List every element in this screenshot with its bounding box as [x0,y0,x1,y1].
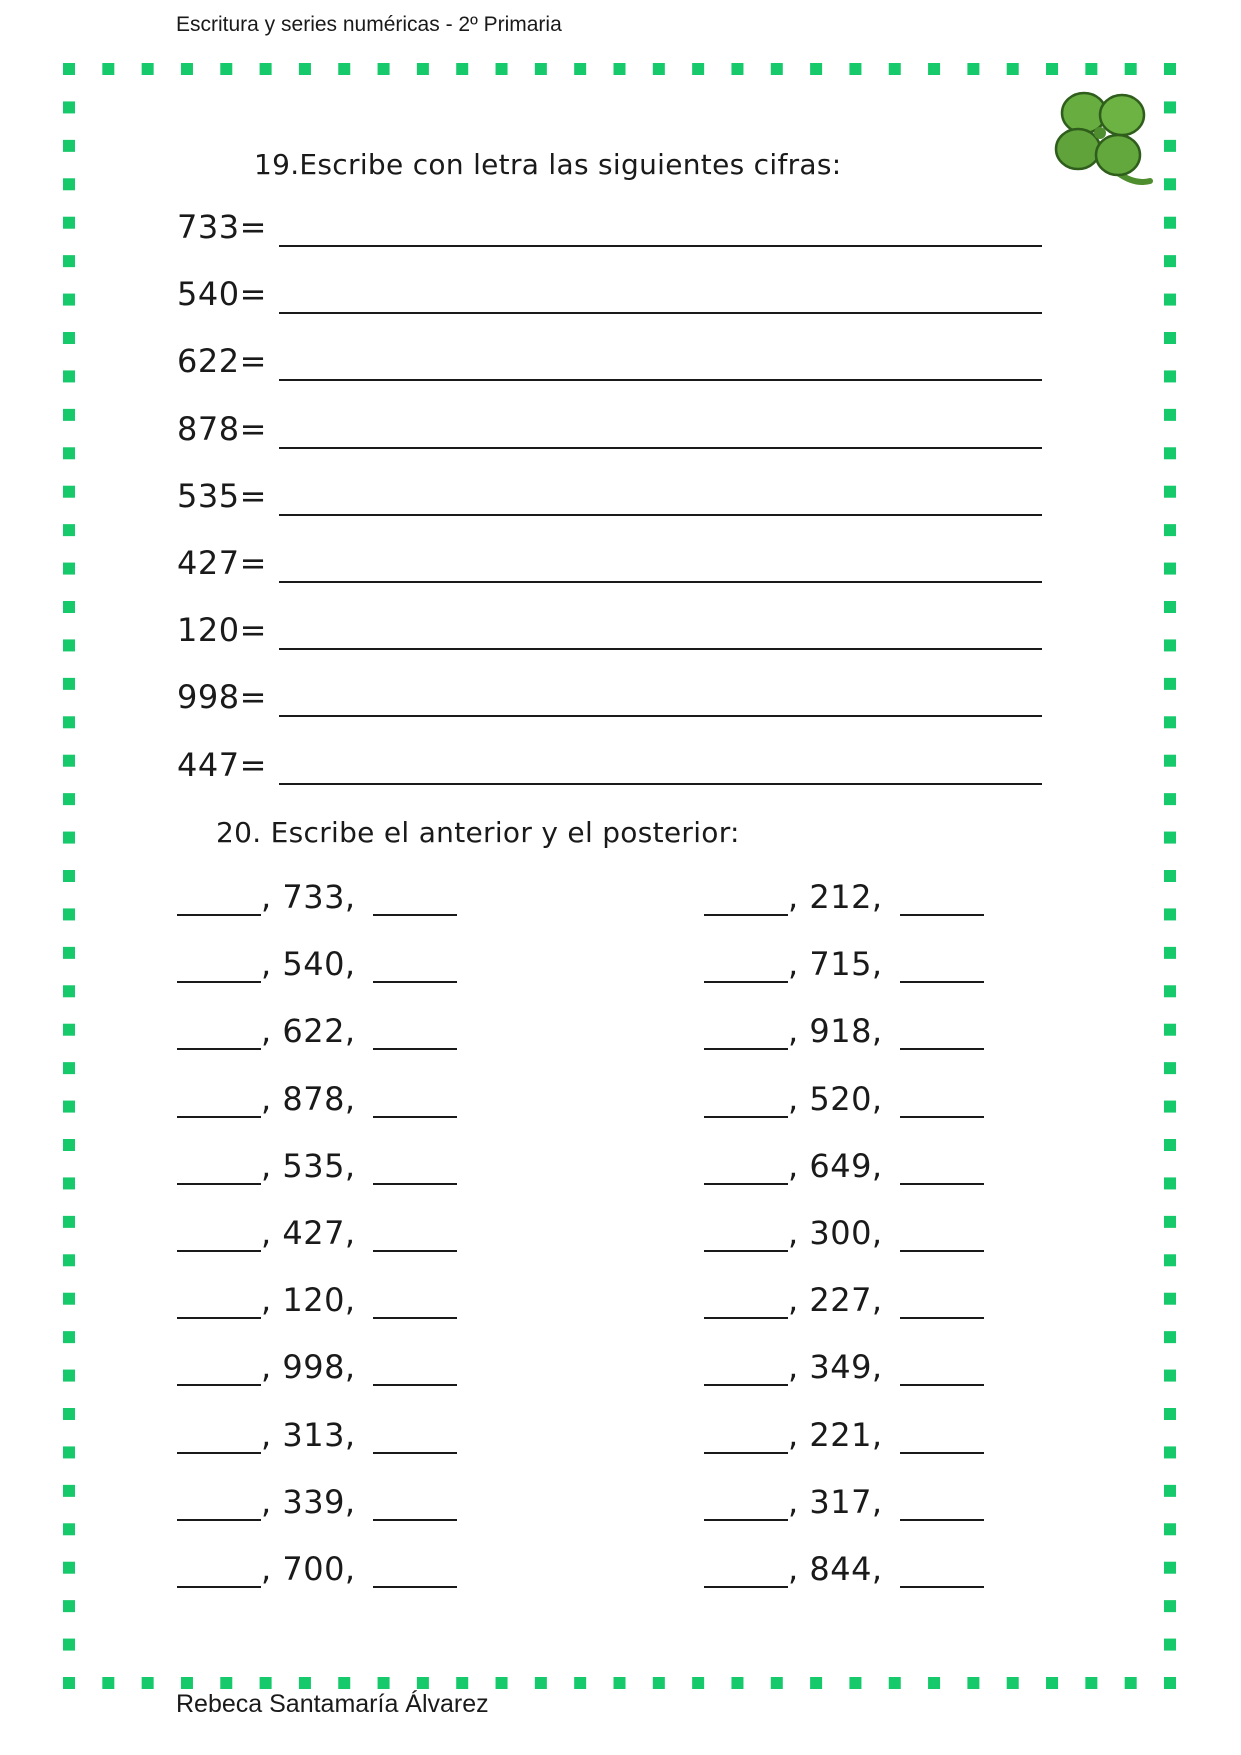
previous-number-blank[interactable] [177,1048,261,1050]
answer-line[interactable] [279,715,1042,717]
previous-number-blank[interactable] [177,1116,261,1118]
border-dot [1164,63,1176,75]
series-number: , 918, [788,1012,883,1051]
series-row [177,1214,477,1254]
next-number-blank[interactable] [373,1586,457,1588]
border-dot [181,1677,193,1689]
border-dot [63,178,75,190]
next-number-blank[interactable] [900,981,984,983]
border-dot [771,63,783,75]
series-number: , 212, [788,878,883,916]
previous-number-blank[interactable] [177,1317,261,1319]
border-dot [142,1677,154,1689]
write-row [177,678,1042,718]
next-number-blank[interactable] [373,1317,457,1319]
next-number-blank[interactable] [373,1384,457,1386]
series-number: , 844, [788,1550,883,1588]
answer-line[interactable] [279,447,1042,449]
border-dot [1164,1562,1176,1574]
border-dot [417,63,429,75]
series-number: , 221, [788,1415,883,1454]
previous-number-blank[interactable] [177,1384,261,1386]
series-number: , 339, [261,1482,356,1521]
border-dot [338,1677,350,1689]
previous-number-blank[interactable] [177,1452,261,1454]
border-dot [63,1600,75,1612]
number-label: 622= [177,342,267,381]
number-label: 540= [177,275,267,314]
border-dot [63,1139,75,1151]
next-number-blank[interactable] [373,1116,457,1118]
series-row [177,1348,477,1388]
series-row [704,945,1004,985]
border-dot [63,985,75,997]
border-dot [1085,1677,1097,1689]
write-row [177,275,1042,315]
border-dot [63,908,75,920]
border-dot [63,1293,75,1305]
previous-number-blank[interactable] [704,981,788,983]
border-dot [299,1677,311,1689]
border-dot [692,1677,704,1689]
previous-number-blank[interactable] [177,1586,261,1588]
border-dot [378,1677,390,1689]
border-dot [1164,294,1176,306]
border-dot [1164,870,1176,882]
border-dot [1164,370,1176,382]
border-dot [63,1639,75,1651]
border-dot [731,1677,743,1689]
border-dot [1164,563,1176,575]
border-dot [496,63,508,75]
page-header: Escritura y series numéricas - 2º Primaria [176,13,562,36]
border-dot [1164,1408,1176,1420]
border-dot [810,63,822,75]
border-dot [1164,1254,1176,1266]
write-row [177,477,1042,517]
series-number: , 733, [261,878,356,916]
next-number-blank[interactable] [900,1183,984,1185]
series-number: , 300, [788,1214,883,1252]
series-row [704,1080,1004,1120]
border-dot [771,1677,783,1689]
border-dot [63,409,75,421]
series-row [704,1416,1004,1456]
border-dot [1164,1177,1176,1189]
border-dot [1164,1485,1176,1497]
border-dot [63,1523,75,1535]
border-dot [1164,1639,1176,1651]
border-dot [574,63,586,75]
border-dot [63,716,75,728]
number-label: 733= [177,208,267,246]
border-dot [1164,1446,1176,1458]
border-dot [535,1677,547,1689]
next-number-blank[interactable] [373,1048,457,1050]
border-dot [63,101,75,113]
border-dot [889,63,901,75]
series-number: , 649, [788,1146,883,1185]
border-dot [63,1677,75,1689]
border-dot [1164,486,1176,498]
previous-number-blank[interactable] [704,1452,788,1454]
border-dot [260,63,272,75]
number-label: 535= [177,476,267,515]
border-dot [63,1485,75,1497]
series-row [177,1080,477,1120]
border-dot [1164,1293,1176,1305]
border-dot [220,1677,232,1689]
next-number-blank[interactable] [900,1452,984,1454]
border-dot [1164,332,1176,344]
write-row [177,746,1042,786]
series-number: , 715, [788,945,883,984]
border-dot [63,370,75,382]
series-row [177,945,477,985]
series-row [177,1550,477,1590]
series-number: , 227, [788,1281,883,1320]
border-dot [967,63,979,75]
border-dot [63,1331,75,1343]
border-dot [63,1370,75,1382]
previous-number-blank[interactable] [704,1116,788,1118]
previous-number-blank[interactable] [704,1048,788,1050]
series-row [177,1281,477,1321]
next-number-blank[interactable] [373,981,457,983]
previous-number-blank[interactable] [177,914,261,916]
next-number-blank[interactable] [373,1183,457,1185]
border-dot [1164,793,1176,805]
border-dot [63,870,75,882]
border-dot [1164,755,1176,767]
border-dot [63,140,75,152]
number-label: 120= [177,611,267,650]
border-dot [417,1677,429,1689]
number-label: 447= [177,745,267,784]
border-dot [1164,1062,1176,1074]
border-dot [1164,140,1176,152]
series-row [704,1281,1004,1321]
previous-number-blank[interactable] [177,981,261,983]
exercise-19-title: 19.Escribe con letra las siguientes cifras: [254,148,842,181]
previous-number-blank[interactable] [704,1519,788,1521]
border-dot [1164,1370,1176,1382]
border-dot [1164,1024,1176,1036]
border-dot [1164,1216,1176,1228]
border-dot [63,332,75,344]
answer-line[interactable] [279,312,1042,314]
write-row [177,208,1042,248]
series-number: , 998, [261,1348,356,1387]
next-number-blank[interactable] [900,1116,984,1118]
border-dot [653,63,665,75]
border-dot [456,63,468,75]
border-dot [1125,1677,1137,1689]
border-dot [338,63,350,75]
next-number-blank[interactable] [373,1250,457,1252]
series-row [704,1147,1004,1187]
border-dot [1164,678,1176,690]
border-dot [1164,1331,1176,1343]
series-number: , 878, [261,1079,356,1118]
border-dot [63,563,75,575]
border-dot [181,63,193,75]
next-number-blank[interactable] [900,1586,984,1588]
border-dot [928,1677,940,1689]
previous-number-blank[interactable] [704,1317,788,1319]
four-leaf-clover-icon [1040,85,1165,195]
border-dot [731,63,743,75]
border-dot [378,63,390,75]
border-dot [102,1677,114,1689]
next-number-blank[interactable] [900,1384,984,1386]
border-dot [1164,601,1176,613]
border-dot [1164,908,1176,920]
border-dot [63,1254,75,1266]
next-number-blank[interactable] [900,1048,984,1050]
border-dot [63,524,75,536]
border-dot [63,1408,75,1420]
border-dot [1007,63,1019,75]
write-row [177,342,1042,382]
border-dot [1164,1523,1176,1535]
border-dot [142,63,154,75]
series-row [704,1214,1004,1254]
answer-line[interactable] [279,581,1042,583]
border-dot [889,1677,901,1689]
border-dot [1164,101,1176,113]
border-dot [1164,1101,1176,1113]
border-dot [1007,1677,1019,1689]
border-dot [1125,63,1137,75]
series-number: , 520, [788,1079,883,1118]
border-dot [535,63,547,75]
series-row [704,1550,1004,1590]
border-dot [63,486,75,498]
border-dot [1164,1677,1176,1689]
border-dot [1164,639,1176,651]
border-dot [1164,716,1176,728]
series-number: , 120, [261,1281,356,1320]
previous-number-blank[interactable] [704,1384,788,1386]
border-dot [1164,255,1176,267]
page-footer-author: Rebeca Santamaría Álvarez [176,1690,489,1718]
border-dot [63,793,75,805]
next-number-blank[interactable] [373,1452,457,1454]
border-dot [1085,63,1097,75]
border-dot [1164,178,1176,190]
next-number-blank[interactable] [900,1317,984,1319]
answer-line[interactable] [279,783,1042,785]
series-row [177,1416,477,1456]
series-row [704,1012,1004,1052]
border-dot [63,1562,75,1574]
write-row [177,611,1042,651]
border-dot [63,601,75,613]
border-dot [63,63,75,75]
write-row [177,544,1042,584]
border-dot [1164,447,1176,459]
next-number-blank[interactable] [373,1519,457,1521]
next-number-blank[interactable] [900,914,984,916]
next-number-blank[interactable] [900,1519,984,1521]
border-dot [496,1677,508,1689]
write-row [177,410,1042,450]
previous-number-blank[interactable] [177,1183,261,1185]
series-row [704,1348,1004,1388]
previous-number-blank[interactable] [177,1519,261,1521]
border-dot [63,678,75,690]
series-number: , 313, [261,1415,356,1454]
border-dot [1164,524,1176,536]
series-row [704,878,1004,918]
border-dot [692,63,704,75]
border-dot [967,1677,979,1689]
border-dot [1046,63,1058,75]
border-dot [102,63,114,75]
border-dot [63,217,75,229]
next-number-blank[interactable] [373,914,457,916]
exercise-20-title: 20. Escribe el anterior y el posterior: [216,816,740,849]
border-dot [1164,985,1176,997]
series-row [177,1012,477,1052]
number-label: 427= [177,544,267,582]
previous-number-blank[interactable] [704,1183,788,1185]
border-dot [63,832,75,844]
next-number-blank[interactable] [900,1250,984,1252]
border-dot [810,1677,822,1689]
previous-number-blank[interactable] [177,1250,261,1252]
series-number: , 622, [261,1012,356,1051]
border-dot [63,639,75,651]
answer-line[interactable] [279,379,1042,381]
border-dot [849,1677,861,1689]
border-dot [63,447,75,459]
series-row [704,1483,1004,1523]
border-dot [928,63,940,75]
series-number: , 349, [788,1348,883,1387]
series-number: , 540, [261,945,356,984]
series-row [177,1147,477,1187]
border-dot [1164,1600,1176,1612]
border-dot [574,1677,586,1689]
border-dot [63,1446,75,1458]
border-dot [63,1101,75,1113]
series-number: , 700, [261,1550,356,1588]
series-number: , 317, [788,1482,883,1521]
border-dot [63,255,75,267]
border-dot [299,63,311,75]
border-dot [1046,1677,1058,1689]
border-dot [1164,217,1176,229]
number-label: 998= [177,678,267,717]
series-number: , 427, [261,1214,356,1252]
number-label: 878= [177,409,267,448]
previous-number-blank[interactable] [704,1586,788,1588]
border-dot [63,1216,75,1228]
series-number: , 535, [261,1146,356,1185]
border-dot [220,63,232,75]
border-dot [849,63,861,75]
answer-line[interactable] [279,245,1042,247]
border-dot [1164,947,1176,959]
border-dot [456,1677,468,1689]
border-dot [63,1024,75,1036]
answer-line[interactable] [279,514,1042,516]
border-dot [1164,409,1176,421]
border-dot [63,1062,75,1074]
border-dot [63,1177,75,1189]
previous-number-blank[interactable] [704,1250,788,1252]
border-dot [1164,832,1176,844]
border-dot [63,755,75,767]
border-dot [1164,1139,1176,1151]
previous-number-blank[interactable] [704,914,788,916]
series-row [177,1483,477,1523]
series-row [177,878,477,918]
border-dot [63,294,75,306]
border-dot [614,63,626,75]
border-dot [653,1677,665,1689]
border-dot [63,947,75,959]
border-dot [260,1677,272,1689]
border-dot [614,1677,626,1689]
answer-line[interactable] [279,648,1042,650]
